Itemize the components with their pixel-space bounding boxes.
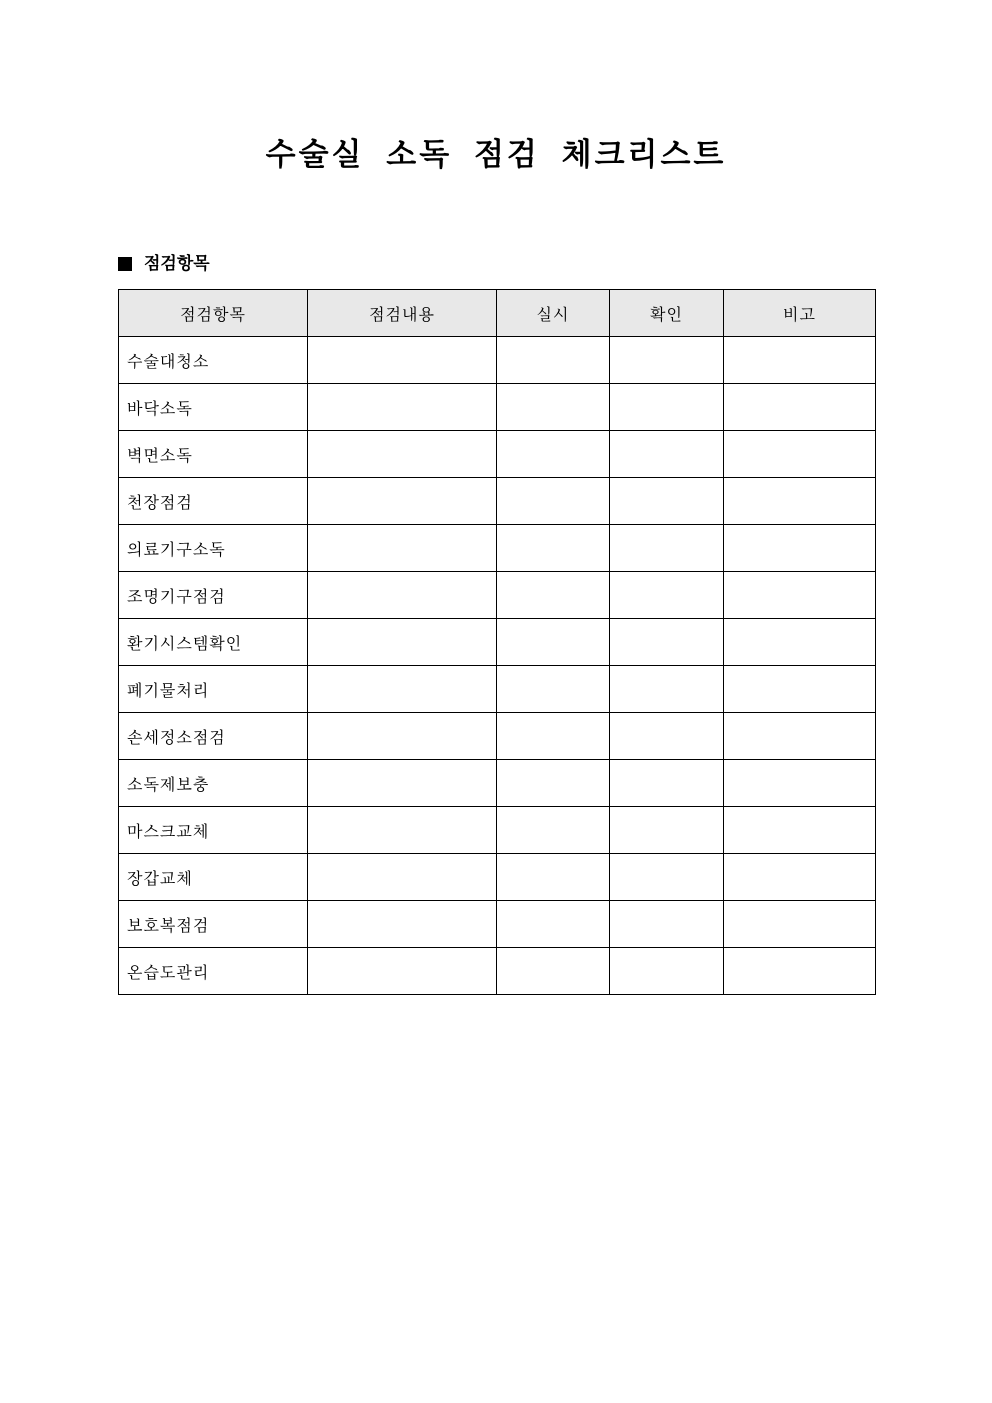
table-row <box>119 807 876 854</box>
table-row <box>119 431 876 478</box>
confirmed-cell[interactable] <box>610 384 724 431</box>
confirmed-cell[interactable] <box>610 666 724 713</box>
remarks-cell[interactable] <box>724 337 876 384</box>
item-cell: 손세정소점검 <box>119 713 308 760</box>
performed-cell[interactable] <box>497 666 610 713</box>
content-cell[interactable] <box>308 807 497 854</box>
table-row <box>119 713 876 760</box>
content-cell[interactable] <box>308 619 497 666</box>
black-square-icon <box>118 257 132 271</box>
performed-cell[interactable] <box>497 901 610 948</box>
header-confirmed: 확인 <box>610 290 724 337</box>
table-row <box>119 525 876 572</box>
content-cell[interactable] <box>308 525 497 572</box>
content-cell[interactable] <box>308 337 497 384</box>
content-cell[interactable] <box>308 901 497 948</box>
performed-cell[interactable] <box>497 713 610 760</box>
table-row <box>119 337 876 384</box>
item-cell: 온습도관리 <box>119 948 308 995</box>
section-heading <box>118 252 210 276</box>
item-cell: 의료기구소독 <box>119 525 308 572</box>
performed-cell[interactable] <box>497 337 610 384</box>
performed-cell[interactable] <box>497 807 610 854</box>
item-cell: 폐기물처리 <box>119 666 308 713</box>
header-performed: 실시 <box>497 290 610 337</box>
content-cell[interactable] <box>308 854 497 901</box>
performed-cell[interactable] <box>497 384 610 431</box>
confirmed-cell[interactable] <box>610 807 724 854</box>
item-cell: 수술대청소 <box>119 337 308 384</box>
remarks-cell[interactable] <box>724 525 876 572</box>
table-row <box>119 666 876 713</box>
header-inspection-content: 점검내용 <box>308 290 497 337</box>
item-cell: 환기시스템확인 <box>119 619 308 666</box>
item-cell: 천장점검 <box>119 478 308 525</box>
remarks-cell[interactable] <box>724 431 876 478</box>
remarks-cell[interactable] <box>724 948 876 995</box>
table-row <box>119 478 876 525</box>
content-cell[interactable] <box>308 384 497 431</box>
confirmed-cell[interactable] <box>610 337 724 384</box>
performed-cell[interactable] <box>497 854 610 901</box>
item-cell: 조명기구점검 <box>119 572 308 619</box>
remarks-cell[interactable] <box>724 572 876 619</box>
content-cell[interactable] <box>308 666 497 713</box>
checklist-table <box>118 289 876 995</box>
performed-cell[interactable] <box>497 619 610 666</box>
content-cell[interactable] <box>308 948 497 995</box>
remarks-cell[interactable] <box>724 807 876 854</box>
confirmed-cell[interactable] <box>610 854 724 901</box>
item-cell: 마스크교체 <box>119 807 308 854</box>
content-cell[interactable] <box>308 760 497 807</box>
confirmed-cell[interactable] <box>610 760 724 807</box>
remarks-cell[interactable] <box>724 854 876 901</box>
remarks-cell[interactable] <box>724 713 876 760</box>
section-heading-label: 점검항목 <box>144 254 210 274</box>
table-row <box>119 760 876 807</box>
remarks-cell[interactable] <box>724 478 876 525</box>
confirmed-cell[interactable] <box>610 525 724 572</box>
page-title: 수술실 소독 점검 체크리스트 <box>265 137 727 173</box>
table-row <box>119 854 876 901</box>
performed-cell[interactable] <box>497 478 610 525</box>
item-cell: 장갑교체 <box>119 854 308 901</box>
table-row <box>119 619 876 666</box>
remarks-cell[interactable] <box>724 760 876 807</box>
table-row <box>119 572 876 619</box>
item-cell: 소독제보충 <box>119 760 308 807</box>
item-cell: 바닥소독 <box>119 384 308 431</box>
item-cell: 보호복점검 <box>119 901 308 948</box>
remarks-cell[interactable] <box>724 666 876 713</box>
confirmed-cell[interactable] <box>610 713 724 760</box>
remarks-cell[interactable] <box>724 901 876 948</box>
performed-cell[interactable] <box>497 760 610 807</box>
confirmed-cell[interactable] <box>610 478 724 525</box>
table-row <box>119 948 876 995</box>
remarks-cell[interactable] <box>724 384 876 431</box>
table-row <box>119 901 876 948</box>
confirmed-cell[interactable] <box>610 901 724 948</box>
performed-cell[interactable] <box>497 948 610 995</box>
performed-cell[interactable] <box>497 525 610 572</box>
content-cell[interactable] <box>308 431 497 478</box>
item-cell: 벽면소독 <box>119 431 308 478</box>
performed-cell[interactable] <box>497 431 610 478</box>
header-inspection-item: 점검항목 <box>119 290 308 337</box>
content-cell[interactable] <box>308 478 497 525</box>
confirmed-cell[interactable] <box>610 572 724 619</box>
performed-cell[interactable] <box>497 572 610 619</box>
confirmed-cell[interactable] <box>610 948 724 995</box>
table-row <box>119 384 876 431</box>
confirmed-cell[interactable] <box>610 431 724 478</box>
table-header-row <box>119 290 876 337</box>
header-remarks: 비고 <box>724 290 876 337</box>
confirmed-cell[interactable] <box>610 619 724 666</box>
content-cell[interactable] <box>308 713 497 760</box>
remarks-cell[interactable] <box>724 619 876 666</box>
content-cell[interactable] <box>308 572 497 619</box>
